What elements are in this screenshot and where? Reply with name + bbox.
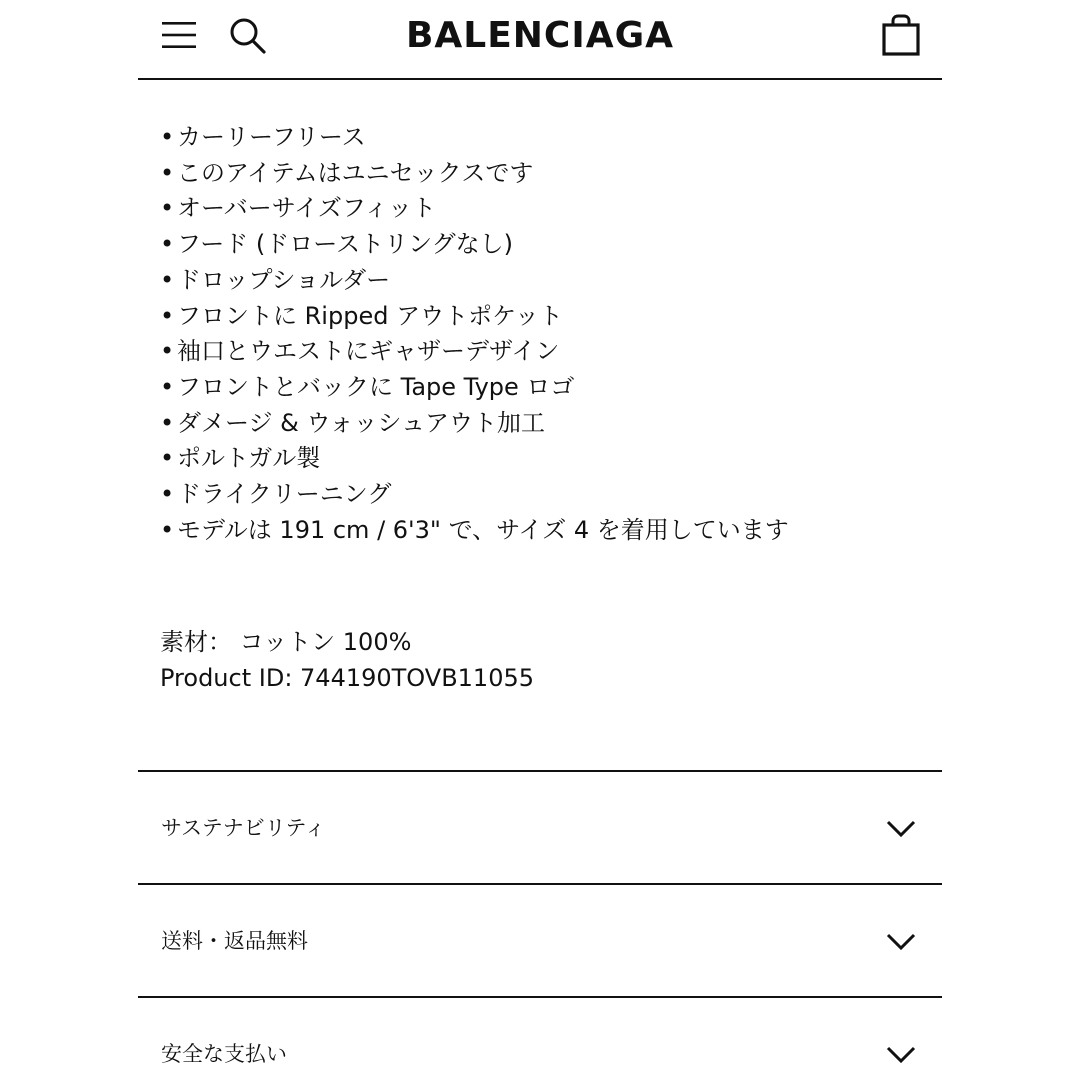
bullet: • bbox=[160, 337, 175, 366]
shopping-bag-icon[interactable] bbox=[881, 14, 921, 56]
feature-text: カーリーフリース bbox=[177, 123, 366, 151]
feature-item bbox=[160, 334, 789, 370]
accordion-label: サステナビリティ bbox=[161, 816, 326, 840]
feature-text: 袖口とウエストにギャザーデザイン bbox=[177, 337, 560, 366]
material-section bbox=[160, 624, 534, 696]
feature-item bbox=[160, 513, 789, 549]
product-id: Product ID: 744190TOVB11055 bbox=[160, 664, 535, 692]
brand-logo[interactable]: BALENCIAGA bbox=[405, 15, 675, 56]
bullet: • bbox=[160, 444, 175, 473]
feature-item bbox=[160, 406, 789, 442]
feature-text: ポルトガル製 bbox=[177, 444, 321, 473]
material-text: 素材： コットン 100% bbox=[160, 628, 412, 656]
bullet: • bbox=[160, 480, 175, 509]
feature-text: フロントとバックに Tape Type ロゴ bbox=[177, 372, 575, 401]
feature-text: ドロップショルダー bbox=[177, 265, 391, 294]
accordion-shipping-returns[interactable] bbox=[138, 883, 942, 997]
accordion-secure-payment[interactable] bbox=[138, 996, 942, 1080]
bullet: • bbox=[160, 265, 175, 294]
feature-item bbox=[160, 477, 789, 513]
accordion-sustainability[interactable] bbox=[138, 770, 942, 884]
feature-text: ダメージ & ウォッシュアウト加工 bbox=[177, 408, 546, 437]
feature-item bbox=[160, 441, 789, 477]
feature-item bbox=[160, 120, 789, 156]
feature-item bbox=[160, 263, 789, 299]
bullet: • bbox=[160, 408, 175, 437]
feature-text: ドライクリーニング bbox=[177, 480, 392, 509]
bullet: • bbox=[160, 301, 175, 330]
bullet: • bbox=[160, 515, 175, 544]
feature-text: モデルは 191 cm / 6'3" で、サイズ 4 を着用しています bbox=[177, 515, 789, 544]
chevron-down-icon bbox=[886, 933, 916, 951]
bullet: • bbox=[160, 230, 175, 259]
bullet: • bbox=[160, 194, 175, 223]
feature-item bbox=[160, 191, 789, 227]
chevron-down-icon bbox=[886, 1046, 916, 1064]
feature-item bbox=[160, 227, 789, 263]
feature-text: フード (ドローストリングなし) bbox=[177, 230, 513, 259]
bullet: • bbox=[160, 158, 175, 187]
feature-text: このアイテムはユニセックスです bbox=[177, 158, 534, 187]
feature-text: オーバーサイズフィット bbox=[177, 194, 436, 223]
feature-item bbox=[160, 370, 789, 406]
accordion-label: 安全な支払い bbox=[161, 1042, 287, 1066]
bullet: • bbox=[160, 372, 175, 401]
site-header bbox=[138, 0, 942, 80]
chevron-down-icon bbox=[886, 820, 916, 838]
accordion-label: 送料・返品無料 bbox=[161, 929, 308, 953]
feature-item bbox=[160, 156, 789, 192]
feature-text: フロントに Ripped アウトポケット bbox=[177, 301, 563, 330]
product-feature-list bbox=[160, 120, 789, 548]
bullet: • bbox=[160, 123, 175, 151]
feature-item bbox=[160, 299, 789, 335]
